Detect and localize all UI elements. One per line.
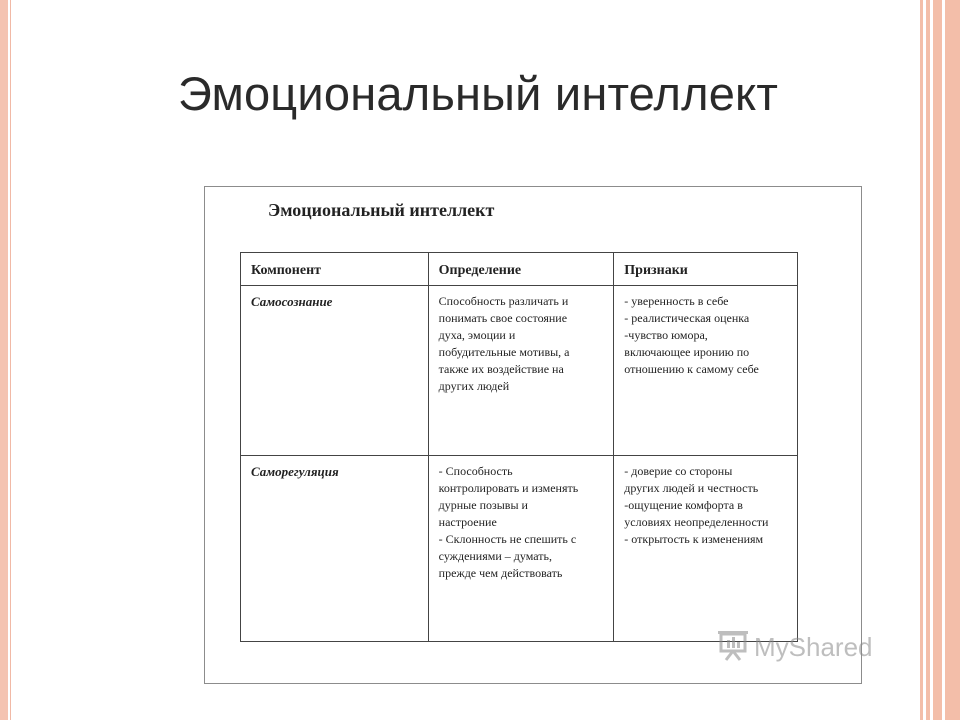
watermark-logo xyxy=(716,628,873,667)
definition-line: - Способность xyxy=(438,464,513,478)
definition-line: контролировать и изменять xyxy=(438,481,579,495)
watermark-text: MyShared xyxy=(754,632,873,662)
definition-line: суждениями – думать, xyxy=(438,549,552,563)
signs-line: отношению к самому себе xyxy=(624,362,759,376)
signs-line: -ощущение комфорта в xyxy=(624,498,743,512)
right-decorative-stripes xyxy=(916,0,960,720)
signs-cell xyxy=(614,286,798,456)
left-border-line xyxy=(10,0,11,720)
left-border-stripe xyxy=(0,0,8,720)
column-header-signs: Признаки xyxy=(614,253,798,286)
signs-line: условиях неопределенности xyxy=(624,515,769,529)
definition-line: понимать свое состояние xyxy=(438,311,568,325)
definition-cell xyxy=(428,456,614,642)
definition-line: Способность различать и xyxy=(438,294,569,308)
component-cell: Самосознание xyxy=(241,286,429,456)
table-row xyxy=(241,286,798,456)
definition-line: также их воздействие на xyxy=(438,362,564,376)
emotional-intelligence-table xyxy=(240,252,798,642)
document-heading: Эмоциональный интеллект xyxy=(268,200,495,220)
definition-line: прежде чем действовать xyxy=(438,566,563,580)
component-cell: Саморегуляция xyxy=(241,456,429,642)
definition-line: - Склонность не спешить с xyxy=(438,532,577,546)
column-header-definition: Определение xyxy=(428,253,614,286)
signs-line: - реалистическая оценка xyxy=(624,311,750,325)
signs-line: других людей и честность xyxy=(624,481,759,495)
signs-line: включающее иронию по xyxy=(624,345,750,359)
slide-title: Эмоциональный интеллект xyxy=(178,67,779,120)
signs-line: - уверенность в себе xyxy=(624,294,729,308)
signs-line: -чувство юмора, xyxy=(624,328,708,342)
table-row xyxy=(241,456,798,642)
signs-cell xyxy=(614,456,798,642)
definition-line: других людей xyxy=(438,379,510,393)
signs-line: - открытость к изменениям xyxy=(624,532,764,546)
definition-cell xyxy=(428,286,614,456)
presentation-board-icon xyxy=(716,628,750,667)
definition-line: настроение xyxy=(438,515,497,529)
definition-line: побудительные мотивы, а xyxy=(438,345,570,359)
table-header-row xyxy=(241,253,798,286)
signs-line: - доверие со стороны xyxy=(624,464,733,478)
definition-line: духа, эмоции и xyxy=(438,328,516,342)
column-header-component: Компонент xyxy=(241,253,429,286)
definition-line: дурные позывы и xyxy=(438,498,528,512)
